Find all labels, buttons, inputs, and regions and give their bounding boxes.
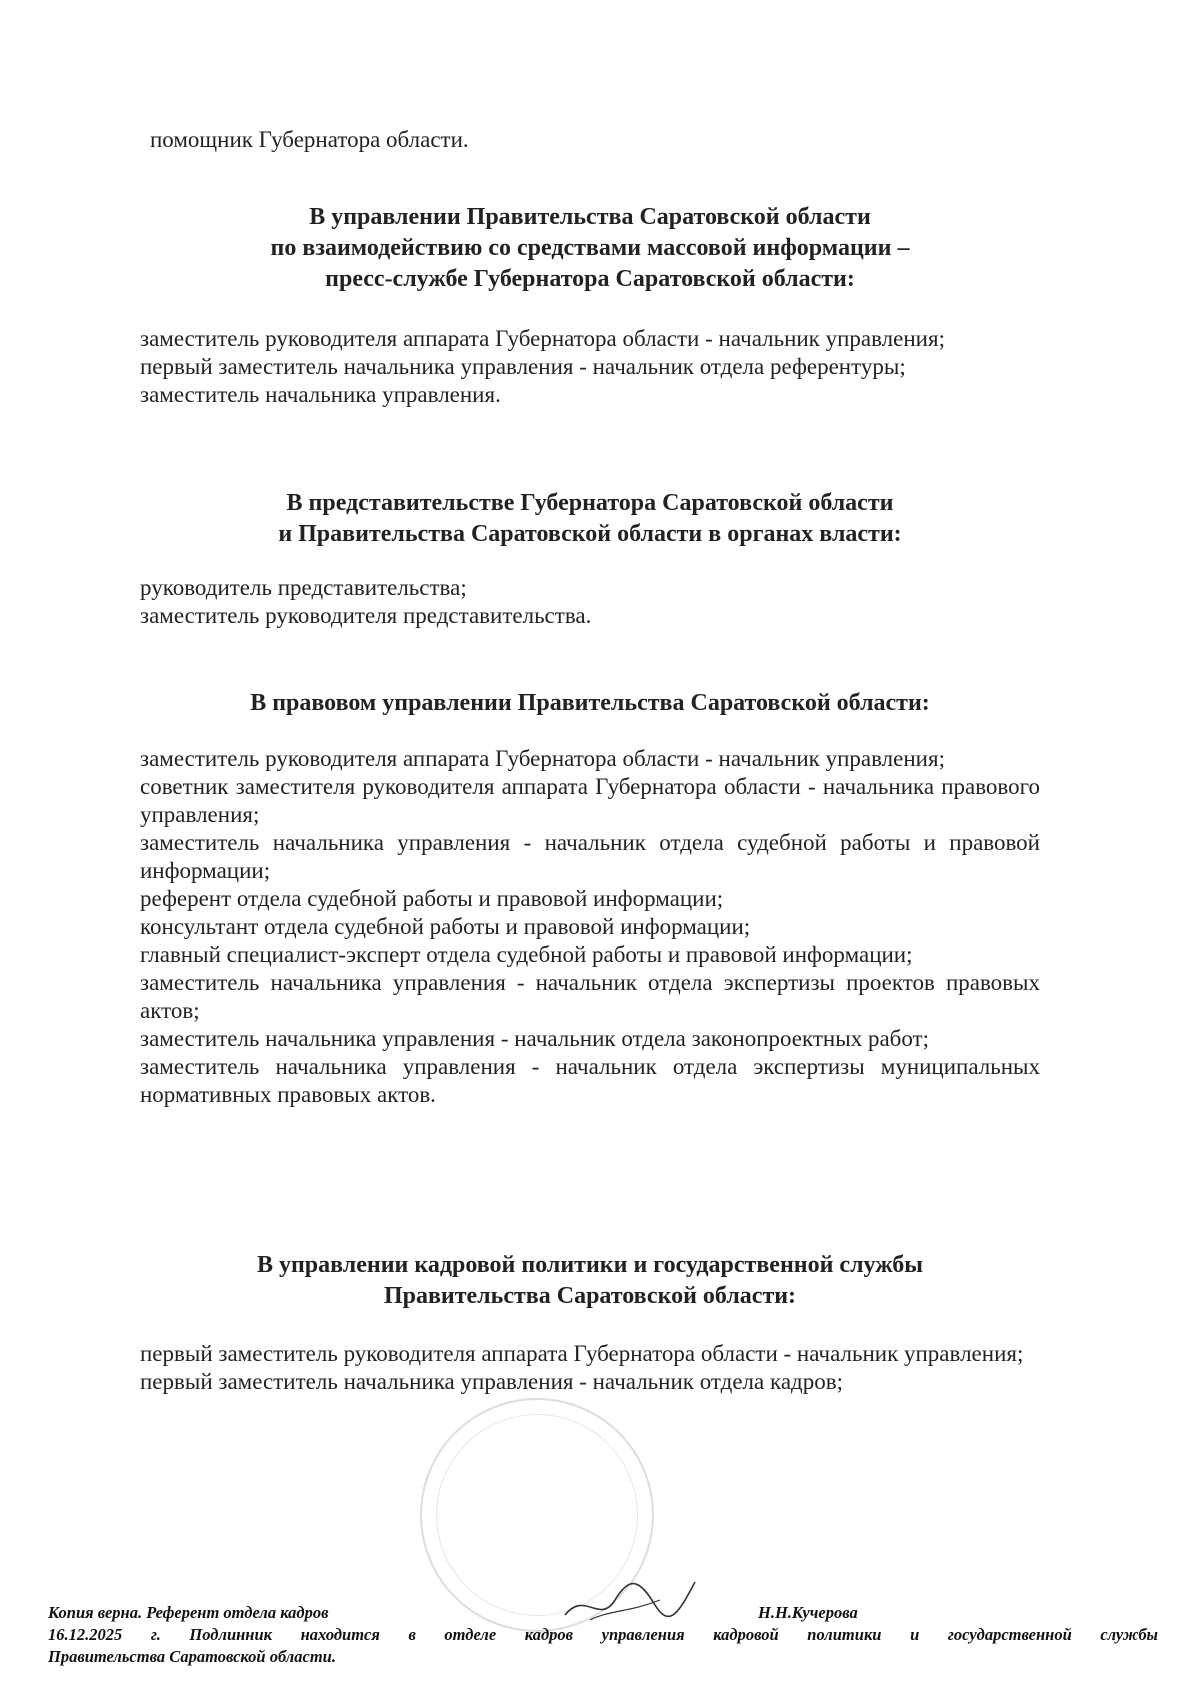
section-heading bbox=[140, 488, 1040, 550]
organization-note: Правительства Саратовской области. bbox=[48, 1647, 336, 1666]
heading-line: по взаимодействию со средствами массовой информации – bbox=[270, 235, 910, 261]
position-item: первый заместитель начальника управления - начальник отдела кадров; bbox=[140, 1369, 843, 1394]
position-list bbox=[140, 574, 1040, 630]
heading-line: В представительстве Губернатора Саратовской области bbox=[286, 490, 894, 516]
section-heading bbox=[140, 688, 1040, 719]
position-list bbox=[140, 325, 1040, 409]
position-item: заместитель руководителя представительства. bbox=[140, 603, 592, 628]
section-heading bbox=[140, 202, 1040, 295]
copy-note: Копия верна. Референт отдела кадров bbox=[48, 1603, 329, 1622]
section-press-service bbox=[140, 202, 1040, 409]
position-item: заместитель начальника управления. bbox=[140, 382, 501, 407]
heading-line: Правительства Саратовской области: bbox=[383, 1283, 797, 1309]
position-item: консультант отдела судебной работы и правовой информации; bbox=[140, 914, 751, 939]
position-list bbox=[140, 745, 1040, 1109]
signer-name: Н.Н.Кучерова bbox=[758, 1603, 858, 1622]
section-hr-department bbox=[140, 1250, 1040, 1396]
position-item: заместитель начальника управления - начальник отдела экспертизы муниципальных нормативных правовых актов. bbox=[140, 1054, 1040, 1107]
position-item: руководитель представительства; bbox=[140, 575, 467, 600]
position-item: первый заместитель руководителя аппарата Губернатора области - начальник управления; bbox=[140, 1341, 1024, 1366]
position-item: заместитель начальника управления - начальник отдела экспертизы проектов правовых актов; bbox=[140, 970, 1040, 1023]
date-note: 16.12.2025 г. Подлинник находится в отделе кадров управления кадровой политики и государственной службы bbox=[48, 1625, 1158, 1644]
certification-footer bbox=[48, 1602, 1158, 1668]
position-item: заместитель руководителя аппарата Губернатора области - начальник управления; bbox=[140, 326, 945, 351]
position-item: первый заместитель начальника управления - начальник отдела референтуры; bbox=[140, 354, 906, 379]
position-list bbox=[140, 1340, 1040, 1396]
heading-line: В правовом управлении Правительства Саратовской области: bbox=[250, 690, 930, 716]
heading-line: и Правительства Саратовской области в органах власти: bbox=[278, 521, 902, 547]
position-item: заместитель руководителя аппарата Губернатора области - начальник управления; bbox=[140, 746, 945, 771]
heading-line: В управлении Правительства Саратовской области bbox=[309, 204, 871, 230]
position-item: референт отдела судебной работы и правовой информации; bbox=[140, 886, 724, 911]
section-representation bbox=[140, 488, 1040, 630]
section-heading bbox=[140, 1250, 1040, 1312]
section-legal-department bbox=[140, 688, 1040, 1109]
position-item: главный специалист-эксперт отдела судебной работы и правовой информации; bbox=[140, 942, 913, 967]
position-item: советник заместителя руководителя аппарата Губернатора области - начальника правового управления; bbox=[140, 774, 1040, 827]
heading-line: пресс-службе Губернатора Саратовской области: bbox=[325, 266, 855, 292]
position-item: заместитель начальника управления - начальник отдела законопроектных работ; bbox=[140, 1026, 929, 1051]
position-item: заместитель начальника управления - начальник отдела судебной работы и правовой информации; bbox=[140, 830, 1040, 883]
heading-line: В управлении кадровой политики и государственной службы bbox=[256, 1252, 924, 1278]
intro-line: помощник Губернатора области. bbox=[150, 127, 469, 152]
